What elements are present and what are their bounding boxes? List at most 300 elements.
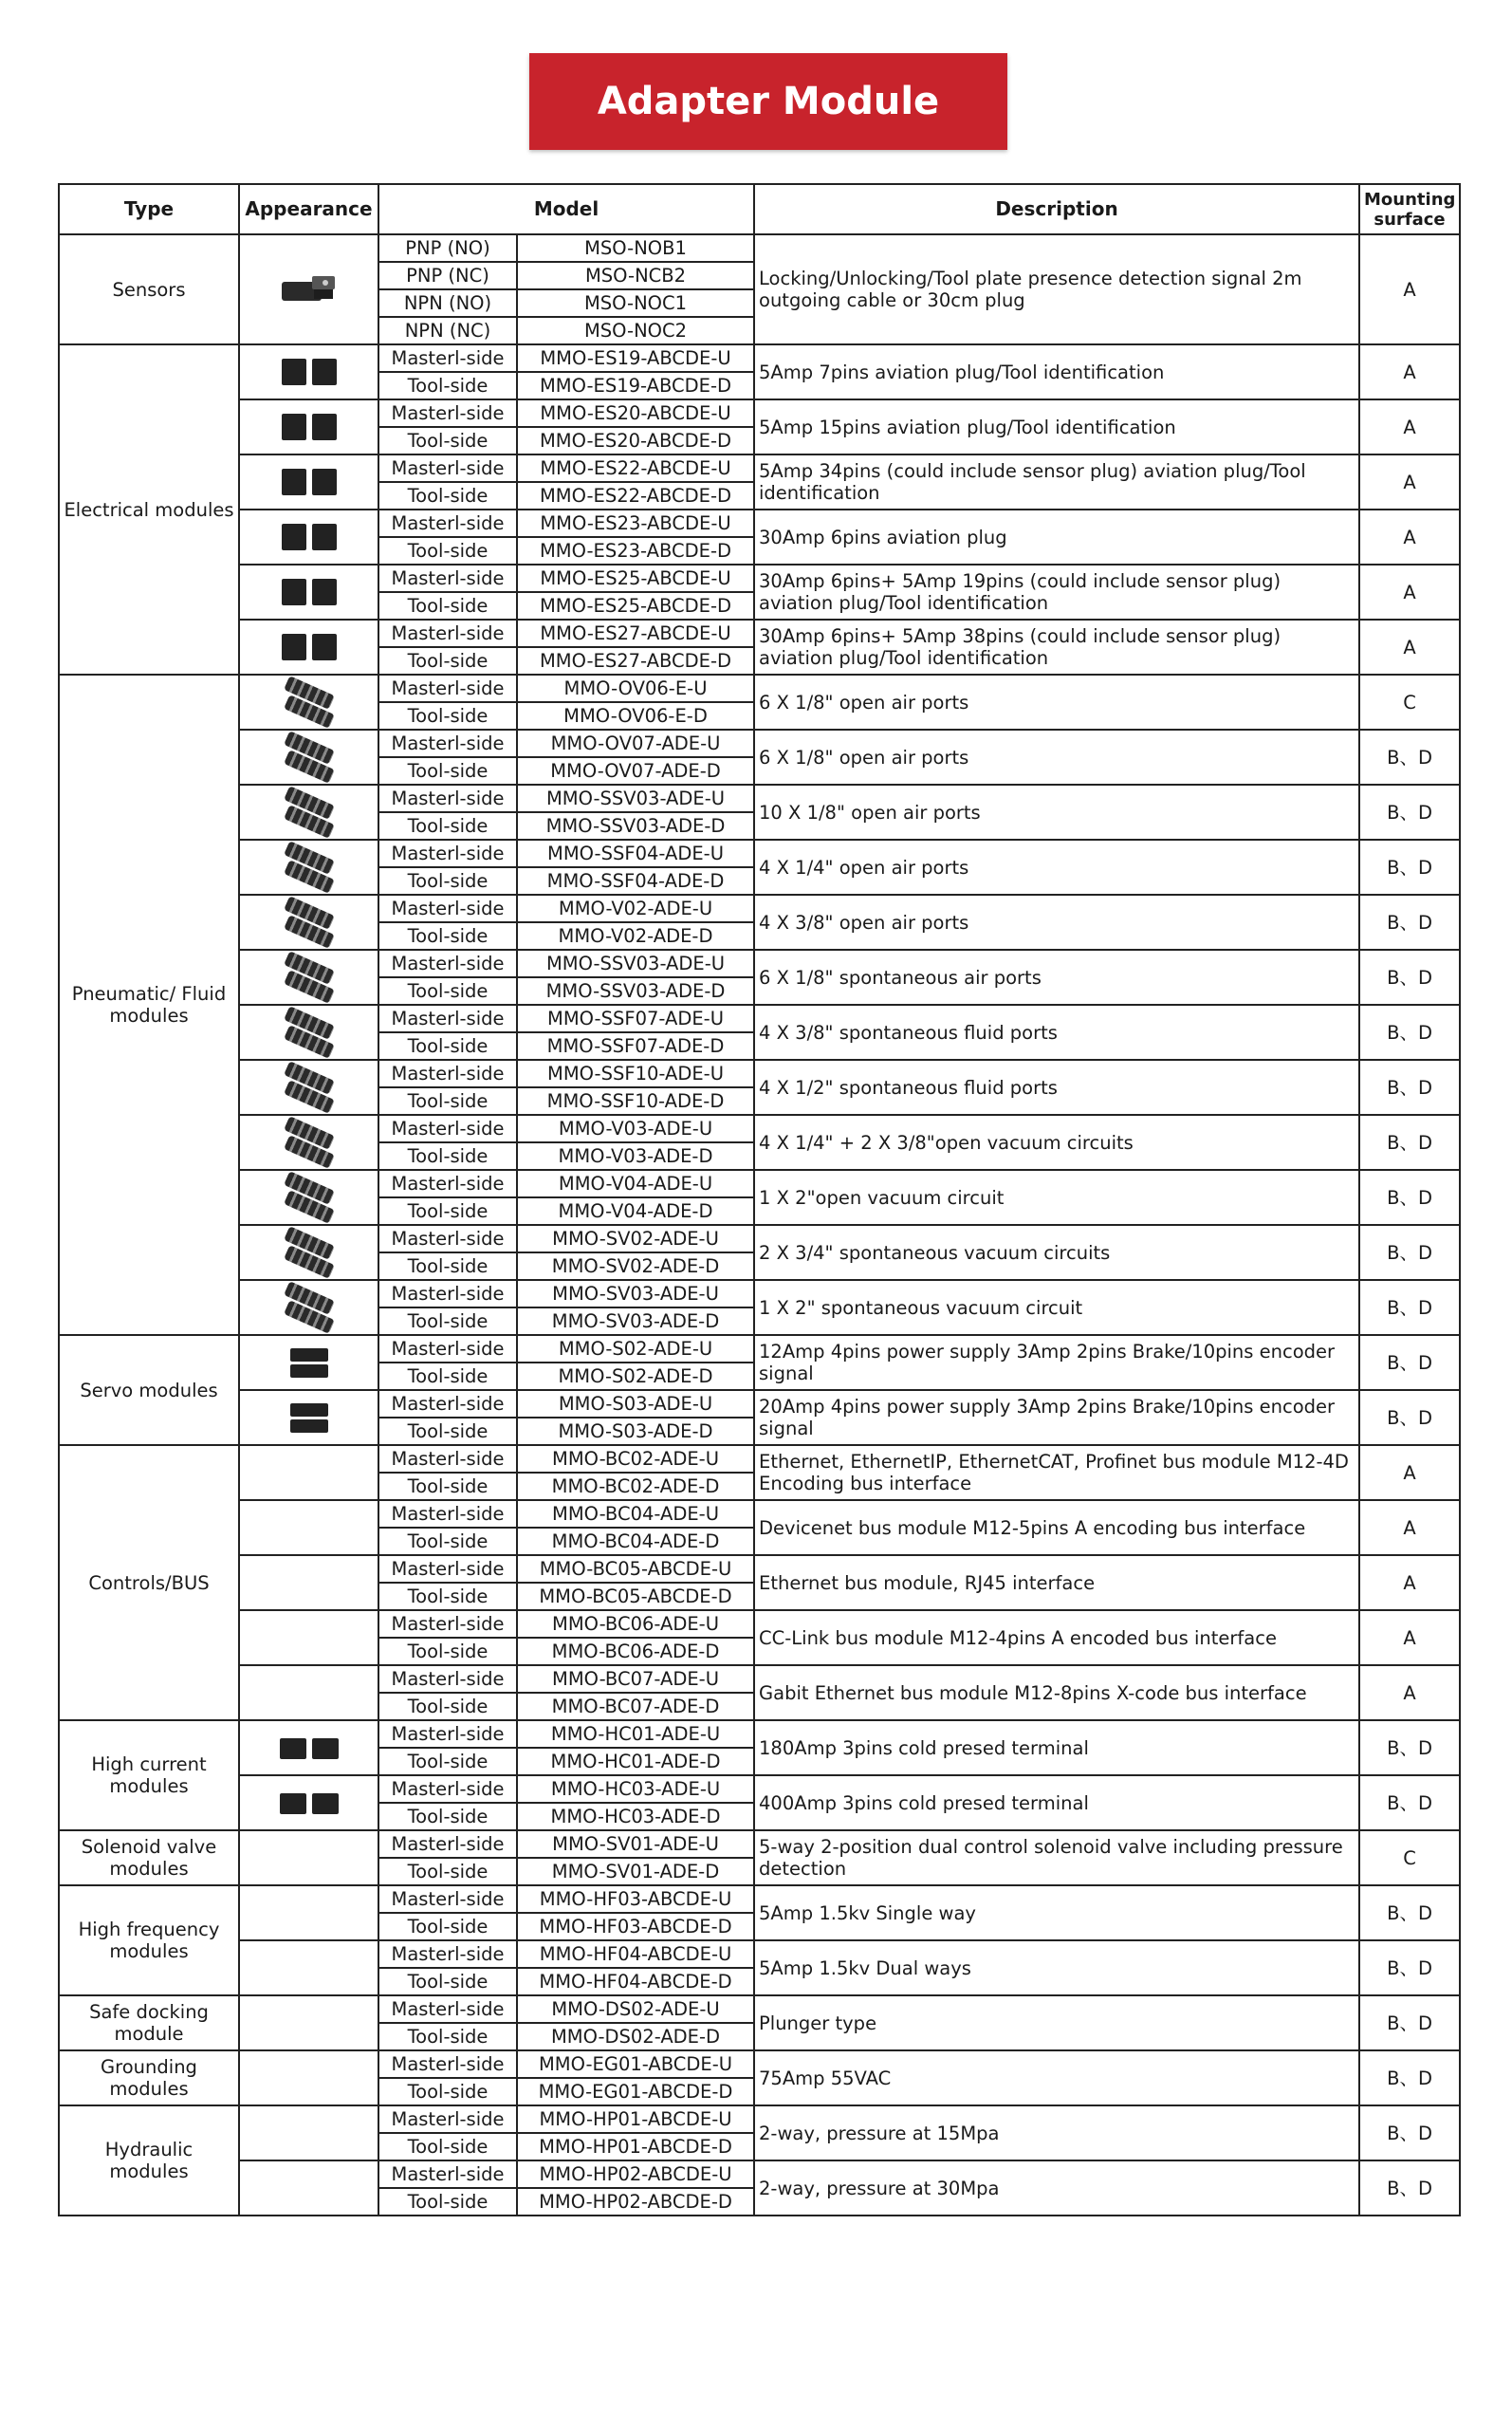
table-row xyxy=(59,399,1460,427)
side-cell: PNP (NC) xyxy=(378,262,517,289)
mounting-surface-cell: B、D xyxy=(1359,2160,1460,2216)
side-cell: Masterl-side xyxy=(378,1390,517,1418)
appearance-cell xyxy=(239,730,378,785)
side-cell: Tool-side xyxy=(378,702,517,730)
model-cell: MMO-HP01-ABCDE-D xyxy=(517,2133,754,2160)
mounting-surface-cell: A xyxy=(1359,565,1460,620)
appearance-cell xyxy=(239,1060,378,1115)
model-cell: MMO-S02-ADE-U xyxy=(517,1335,754,1363)
model-cell: MMO-BC05-ABCDE-D xyxy=(517,1583,754,1610)
model-cell: MMO-SSF10-ADE-D xyxy=(517,1087,754,1115)
module-type-cell: Safe docking module xyxy=(59,1995,239,2050)
mounting-surface-cell: A xyxy=(1359,1445,1460,1500)
mounting-surface-cell: A xyxy=(1359,344,1460,399)
description-cell: 30Amp 6pins+ 5Amp 38pins (could include sensor plug) aviation plug/Tool identification xyxy=(754,620,1359,675)
module-type-cell: Solenoid valve modules xyxy=(59,1830,239,1885)
description-cell: 6 X 1/8" spontaneous air ports xyxy=(754,950,1359,1005)
model-cell: MMO-ES25-ABCDE-U xyxy=(517,565,754,592)
model-cell: MMO-HF04-ABCDE-U xyxy=(517,1940,754,1968)
appearance-cell xyxy=(239,1445,378,1500)
model-cell: MMO-HC03-ADE-D xyxy=(517,1803,754,1830)
appearance-cell xyxy=(239,675,378,730)
description-cell: 2-way, pressure at 15Mpa xyxy=(754,2105,1359,2160)
side-cell: Tool-side xyxy=(378,482,517,510)
side-cell: Tool-side xyxy=(378,1913,517,1940)
appearance-cell xyxy=(239,234,378,344)
model-cell: MMO-BC04-ADE-U xyxy=(517,1500,754,1528)
table-row xyxy=(59,1940,1460,1968)
model-cell: MMO-ES25-ABCDE-D xyxy=(517,592,754,620)
table-row xyxy=(59,234,1460,262)
model-cell: MMO-HF03-ABCDE-U xyxy=(517,1885,754,1913)
appearance-cell xyxy=(239,840,378,895)
description-cell: Locking/Unlocking/Tool plate presence detection signal 2m outgoing cable or 30cm plug xyxy=(754,234,1359,344)
model-cell: MMO-V04-ADE-U xyxy=(517,1170,754,1197)
side-cell: Masterl-side xyxy=(378,1995,517,2023)
model-cell: MMO-ES20-ABCDE-U xyxy=(517,399,754,427)
electrical-module-icon xyxy=(282,581,337,603)
mounting-surface-cell: B、D xyxy=(1359,1775,1460,1830)
appearance-cell xyxy=(239,1665,378,1720)
side-cell: Tool-side xyxy=(378,372,517,399)
mounting-surface-cell: B、D xyxy=(1359,1995,1460,2050)
mounting-surface-cell: B、D xyxy=(1359,1005,1460,1060)
model-cell: MMO-SSF07-ADE-D xyxy=(517,1032,754,1060)
side-cell: Masterl-side xyxy=(378,1335,517,1363)
electrical-module-icon xyxy=(282,471,337,492)
model-cell: MMO-BC02-ADE-D xyxy=(517,1473,754,1500)
appearance-cell xyxy=(239,620,378,675)
side-cell: Tool-side xyxy=(378,2188,517,2216)
side-cell: Masterl-side xyxy=(378,1555,517,1583)
model-cell: MMO-ES19-ABCDE-D xyxy=(517,372,754,399)
side-cell: Tool-side xyxy=(378,1197,517,1225)
model-cell: MMO-BC06-ADE-D xyxy=(517,1638,754,1665)
model-cell: MMO-BC04-ADE-D xyxy=(517,1528,754,1555)
header-mounting-surface: Mounting surface xyxy=(1359,184,1460,234)
pneumatic-module-icon xyxy=(285,856,334,878)
pneumatic-module-icon xyxy=(285,911,334,933)
electrical-module-icon xyxy=(282,636,337,658)
model-cell: MMO-SV03-ADE-U xyxy=(517,1280,754,1307)
appearance-cell xyxy=(239,1335,378,1390)
description-cell: 2-way, pressure at 30Mpa xyxy=(754,2160,1359,2216)
side-cell: Masterl-side xyxy=(378,895,517,922)
appearance-cell xyxy=(239,2050,378,2105)
appearance-cell xyxy=(239,399,378,454)
electrical-module-icon xyxy=(282,361,337,382)
appearance-cell xyxy=(239,1555,378,1610)
side-cell: Tool-side xyxy=(378,2133,517,2160)
table-row xyxy=(59,895,1460,922)
description-cell: 6 X 1/8" open air ports xyxy=(754,730,1359,785)
header-model: Model xyxy=(378,184,754,234)
side-cell: Masterl-side xyxy=(378,1060,517,1087)
side-cell: Masterl-side xyxy=(378,1170,517,1197)
side-cell: Tool-side xyxy=(378,922,517,950)
model-cell: MMO-SV01-ADE-U xyxy=(517,1830,754,1858)
model-cell: MMO-HC01-ADE-D xyxy=(517,1748,754,1775)
table-row xyxy=(59,1115,1460,1142)
side-cell: Masterl-side xyxy=(378,399,517,427)
side-cell: PNP (NO) xyxy=(378,234,517,262)
table-row xyxy=(59,1060,1460,1087)
module-type-cell: Hydraulic modules xyxy=(59,2105,239,2216)
mounting-surface-cell: A xyxy=(1359,1665,1460,1720)
table-row xyxy=(59,620,1460,647)
model-cell: MMO-ES20-ABCDE-D xyxy=(517,427,754,454)
table-row xyxy=(59,1610,1460,1638)
mounting-surface-cell: B、D xyxy=(1359,1115,1460,1170)
description-cell: 5Amp 15pins aviation plug/Tool identification xyxy=(754,399,1359,454)
model-cell: MSO-NCB2 xyxy=(517,262,754,289)
side-cell: Masterl-side xyxy=(378,1445,517,1473)
side-cell: Masterl-side xyxy=(378,454,517,482)
model-cell: MMO-ES27-ABCDE-D xyxy=(517,647,754,675)
side-cell: Masterl-side xyxy=(378,2105,517,2133)
model-cell: MMO-BC05-ABCDE-U xyxy=(517,1555,754,1583)
mounting-surface-cell: C xyxy=(1359,675,1460,730)
mounting-surface-cell: A xyxy=(1359,1500,1460,1555)
electrical-module-icon xyxy=(282,526,337,547)
model-cell: MMO-SSF04-ADE-D xyxy=(517,867,754,895)
side-cell: Masterl-side xyxy=(378,1005,517,1032)
appearance-cell xyxy=(239,1720,378,1775)
model-cell: MMO-ES23-ABCDE-U xyxy=(517,510,754,537)
pneumatic-module-icon xyxy=(285,691,334,713)
appearance-cell xyxy=(239,344,378,399)
mounting-surface-cell: B、D xyxy=(1359,1060,1460,1115)
model-cell: MMO-SSV03-ADE-U xyxy=(517,785,754,812)
model-cell: MMO-ES23-ABCDE-D xyxy=(517,537,754,565)
description-cell: 4 X 1/4" open air ports xyxy=(754,840,1359,895)
side-cell: Masterl-side xyxy=(378,2050,517,2078)
model-cell: MMO-HP02-ABCDE-D xyxy=(517,2188,754,2216)
table-row xyxy=(59,675,1460,702)
module-type-cell: High frequency modules xyxy=(59,1885,239,1995)
description-cell: 5-way 2-position dual control solenoid valve including pressure detection xyxy=(754,1830,1359,1885)
model-cell: MMO-HP01-ABCDE-U xyxy=(517,2105,754,2133)
table-row xyxy=(59,510,1460,537)
mounting-surface-cell: B、D xyxy=(1359,1720,1460,1775)
pneumatic-module-icon xyxy=(285,966,334,988)
description-cell: 5Amp 1.5kv Single way xyxy=(754,1885,1359,1940)
mounting-surface-cell: B、D xyxy=(1359,1885,1460,1940)
description-cell: 30Amp 6pins aviation plug xyxy=(754,510,1359,565)
pneumatic-module-icon xyxy=(285,1131,334,1153)
mounting-surface-cell: B、D xyxy=(1359,950,1460,1005)
mounting-surface-cell: A xyxy=(1359,1610,1460,1665)
description-cell: Ethernet bus module, RJ45 interface xyxy=(754,1555,1359,1610)
side-cell: NPN (NC) xyxy=(378,317,517,344)
mounting-surface-cell: B、D xyxy=(1359,1940,1460,1995)
model-cell: MMO-BC06-ADE-U xyxy=(517,1610,754,1638)
appearance-cell xyxy=(239,1995,378,2050)
table-row xyxy=(59,1555,1460,1583)
appearance-cell xyxy=(239,895,378,950)
mounting-surface-cell: C xyxy=(1359,1830,1460,1885)
pneumatic-module-icon xyxy=(285,1241,334,1263)
appearance-cell xyxy=(239,2160,378,2216)
module-type-cell: Servo modules xyxy=(59,1335,239,1445)
table-row xyxy=(59,785,1460,812)
side-cell: Tool-side xyxy=(378,427,517,454)
side-cell: Masterl-side xyxy=(378,2160,517,2188)
appearance-cell xyxy=(239,1885,378,1940)
side-cell: Masterl-side xyxy=(378,1665,517,1693)
model-cell: MMO-SV02-ADE-U xyxy=(517,1225,754,1252)
model-cell: MMO-DS02-ADE-D xyxy=(517,2023,754,2050)
table-row xyxy=(59,1335,1460,1363)
table-row xyxy=(59,1995,1460,2023)
high-current-module-icon xyxy=(280,1791,339,1813)
description-cell: Devicenet bus module M12-5pins A encoding bus interface xyxy=(754,1500,1359,1555)
table-row xyxy=(59,2050,1460,2078)
mounting-surface-cell: B、D xyxy=(1359,1225,1460,1280)
appearance-cell xyxy=(239,454,378,510)
model-cell: MMO-V03-ADE-D xyxy=(517,1142,754,1170)
side-cell: Tool-side xyxy=(378,812,517,840)
model-cell: MMO-SV03-ADE-D xyxy=(517,1307,754,1335)
table-row xyxy=(59,1390,1460,1418)
description-cell: CC-Link bus module M12-4pins A encoded bus interface xyxy=(754,1610,1359,1665)
model-cell: MMO-BC07-ADE-U xyxy=(517,1665,754,1693)
side-cell: Masterl-side xyxy=(378,1610,517,1638)
side-cell: NPN (NO) xyxy=(378,289,517,317)
side-cell: Masterl-side xyxy=(378,675,517,702)
model-cell: MMO-HP02-ABCDE-U xyxy=(517,2160,754,2188)
description-cell: Ethernet, EthernetIP, EthernetCAT, Profinet bus module M12-4D Encoding bus interface xyxy=(754,1445,1359,1500)
module-type-cell: Controls/BUS xyxy=(59,1445,239,1720)
description-cell: 5Amp 1.5kv Dual ways xyxy=(754,1940,1359,1995)
model-cell: MMO-HF03-ABCDE-D xyxy=(517,1913,754,1940)
appearance-cell xyxy=(239,785,378,840)
mounting-surface-cell: B、D xyxy=(1359,1170,1460,1225)
model-cell: MMO-ES27-ABCDE-U xyxy=(517,620,754,647)
mounting-surface-cell: B、D xyxy=(1359,2050,1460,2105)
side-cell: Masterl-side xyxy=(378,730,517,757)
side-cell: Tool-side xyxy=(378,1748,517,1775)
side-cell: Tool-side xyxy=(378,1528,517,1555)
side-cell: Masterl-side xyxy=(378,1500,517,1528)
pneumatic-module-icon xyxy=(285,746,334,768)
appearance-cell xyxy=(239,1280,378,1335)
description-cell: 400Amp 3pins cold presed terminal xyxy=(754,1775,1359,1830)
sensor-icon xyxy=(276,278,342,300)
side-cell: Masterl-side xyxy=(378,510,517,537)
model-cell: MMO-OV07-ADE-D xyxy=(517,757,754,785)
side-cell: Tool-side xyxy=(378,537,517,565)
side-cell: Tool-side xyxy=(378,1142,517,1170)
appearance-cell xyxy=(239,1775,378,1830)
model-cell: MMO-ES19-ABCDE-U xyxy=(517,344,754,372)
mounting-surface-cell: B、D xyxy=(1359,785,1460,840)
description-cell: Plunger type xyxy=(754,1995,1359,2050)
model-cell: MMO-DS02-ADE-U xyxy=(517,1995,754,2023)
table-row xyxy=(59,950,1460,977)
pneumatic-module-icon xyxy=(285,1296,334,1318)
model-cell: MMO-SSF10-ADE-U xyxy=(517,1060,754,1087)
description-cell: 4 X 3/8" spontaneous fluid ports xyxy=(754,1005,1359,1060)
mounting-surface-cell: B、D xyxy=(1359,2105,1460,2160)
description-cell: 180Amp 3pins cold presed terminal xyxy=(754,1720,1359,1775)
appearance-cell xyxy=(239,1005,378,1060)
mounting-surface-cell: B、D xyxy=(1359,1390,1460,1445)
table-row xyxy=(59,1500,1460,1528)
description-cell: 4 X 1/2" spontaneous fluid ports xyxy=(754,1060,1359,1115)
side-cell: Tool-side xyxy=(378,1252,517,1280)
model-cell: MMO-V02-ADE-D xyxy=(517,922,754,950)
model-cell: MMO-SSF04-ADE-U xyxy=(517,840,754,867)
side-cell: Masterl-side xyxy=(378,950,517,977)
page-title: Adapter Module xyxy=(529,53,1007,150)
appearance-cell xyxy=(239,1940,378,1995)
description-cell: 1 X 2"open vacuum circuit xyxy=(754,1170,1359,1225)
model-cell: MSO-NOB1 xyxy=(517,234,754,262)
side-cell: Tool-side xyxy=(378,1858,517,1885)
side-cell: Tool-side xyxy=(378,1307,517,1335)
side-cell: Tool-side xyxy=(378,1363,517,1390)
servo-module-icon xyxy=(290,1351,328,1373)
description-cell: 12Amp 4pins power supply 3Amp 2pins Brake/10pins encoder signal xyxy=(754,1335,1359,1390)
table-header-row xyxy=(59,184,1460,234)
model-cell: MMO-S03-ADE-D xyxy=(517,1418,754,1445)
adapter-module-table xyxy=(58,183,1461,2216)
model-cell: MMO-S03-ADE-U xyxy=(517,1390,754,1418)
module-type-cell: Sensors xyxy=(59,234,239,344)
side-cell: Masterl-side xyxy=(378,840,517,867)
side-cell: Masterl-side xyxy=(378,1115,517,1142)
model-cell: MMO-SSV03-ADE-D xyxy=(517,977,754,1005)
model-cell: MMO-ES22-ABCDE-D xyxy=(517,482,754,510)
model-cell: MMO-S02-ADE-D xyxy=(517,1363,754,1390)
side-cell: Masterl-side xyxy=(378,1885,517,1913)
side-cell: Masterl-side xyxy=(378,344,517,372)
side-cell: Tool-side xyxy=(378,1032,517,1060)
appearance-cell xyxy=(239,950,378,1005)
table-row xyxy=(59,1720,1460,1748)
model-cell: MMO-V04-ADE-D xyxy=(517,1197,754,1225)
mounting-surface-cell: A xyxy=(1359,1555,1460,1610)
side-cell: Tool-side xyxy=(378,757,517,785)
side-cell: Masterl-side xyxy=(378,565,517,592)
description-cell: 5Amp 34pins (could include sensor plug) aviation plug/Tool identification xyxy=(754,454,1359,510)
side-cell: Tool-side xyxy=(378,1968,517,1995)
module-type-cell: Grounding modules xyxy=(59,2050,239,2105)
side-cell: Tool-side xyxy=(378,1418,517,1445)
table-row xyxy=(59,1830,1460,1858)
model-cell: MMO-SV02-ADE-D xyxy=(517,1252,754,1280)
model-cell: MMO-OV06-E-D xyxy=(517,702,754,730)
module-type-cell: Electrical modules xyxy=(59,344,239,675)
side-cell: Tool-side xyxy=(378,1803,517,1830)
appearance-cell xyxy=(239,510,378,565)
mounting-surface-cell: B、D xyxy=(1359,840,1460,895)
side-cell: Tool-side xyxy=(378,867,517,895)
model-cell: MMO-BC02-ADE-U xyxy=(517,1445,754,1473)
description-cell: 1 X 2" spontaneous vacuum circuit xyxy=(754,1280,1359,1335)
appearance-cell xyxy=(239,2105,378,2160)
side-cell: Masterl-side xyxy=(378,1225,517,1252)
appearance-cell xyxy=(239,1500,378,1555)
table-row xyxy=(59,1885,1460,1913)
description-cell: 4 X 1/4" + 2 X 3/8"open vacuum circuits xyxy=(754,1115,1359,1170)
model-cell: MMO-HF04-ABCDE-D xyxy=(517,1968,754,1995)
high-current-module-icon xyxy=(280,1736,339,1758)
description-cell: 30Amp 6pins+ 5Amp 19pins (could include sensor plug) aviation plug/Tool identification xyxy=(754,565,1359,620)
side-cell: Tool-side xyxy=(378,2023,517,2050)
table-row xyxy=(59,454,1460,482)
description-cell: 75Amp 55VAC xyxy=(754,2050,1359,2105)
side-cell: Tool-side xyxy=(378,647,517,675)
side-cell: Tool-side xyxy=(378,1583,517,1610)
pneumatic-module-icon xyxy=(285,1021,334,1043)
table-row xyxy=(59,565,1460,592)
side-cell: Masterl-side xyxy=(378,1280,517,1307)
table-row xyxy=(59,1225,1460,1252)
mounting-surface-cell: B、D xyxy=(1359,895,1460,950)
description-cell: 20Amp 4pins power supply 3Amp 2pins Brake/10pins encoder signal xyxy=(754,1390,1359,1445)
model-cell: MMO-BC07-ADE-D xyxy=(517,1693,754,1720)
table-row xyxy=(59,2105,1460,2133)
model-cell: MMO-EG01-ABCDE-D xyxy=(517,2078,754,2105)
side-cell: Masterl-side xyxy=(378,620,517,647)
model-cell: MSO-NOC2 xyxy=(517,317,754,344)
appearance-cell xyxy=(239,1610,378,1665)
model-cell: MMO-SSV03-ADE-U xyxy=(517,950,754,977)
description-cell: 2 X 3/4" spontaneous vacuum circuits xyxy=(754,1225,1359,1280)
description-cell: 10 X 1/8" open air ports xyxy=(754,785,1359,840)
table-row xyxy=(59,344,1460,372)
pneumatic-module-icon xyxy=(285,1076,334,1098)
table-row xyxy=(59,1445,1460,1473)
electrical-module-icon xyxy=(282,416,337,437)
mounting-surface-cell: A xyxy=(1359,234,1460,344)
model-cell: MMO-ES22-ABCDE-U xyxy=(517,454,754,482)
side-cell: Tool-side xyxy=(378,977,517,1005)
model-cell: MMO-OV06-E-U xyxy=(517,675,754,702)
model-cell: MMO-OV07-ADE-U xyxy=(517,730,754,757)
model-cell: MMO-V02-ADE-U xyxy=(517,895,754,922)
side-cell: Tool-side xyxy=(378,2078,517,2105)
pneumatic-module-icon xyxy=(285,801,334,823)
mounting-surface-cell: A xyxy=(1359,454,1460,510)
appearance-cell xyxy=(239,1830,378,1885)
description-cell: 6 X 1/8" open air ports xyxy=(754,675,1359,730)
side-cell: Masterl-side xyxy=(378,1720,517,1748)
model-cell: MMO-EG01-ABCDE-U xyxy=(517,2050,754,2078)
appearance-cell xyxy=(239,1225,378,1280)
side-cell: Tool-side xyxy=(378,592,517,620)
side-cell: Tool-side xyxy=(378,1473,517,1500)
model-cell: MSO-NOC1 xyxy=(517,289,754,317)
description-cell: 5Amp 7pins aviation plug/Tool identification xyxy=(754,344,1359,399)
model-cell: MMO-V03-ADE-U xyxy=(517,1115,754,1142)
model-cell: MMO-SV01-ADE-D xyxy=(517,1858,754,1885)
appearance-cell xyxy=(239,1390,378,1445)
side-cell: Masterl-side xyxy=(378,1830,517,1858)
table-row xyxy=(59,1005,1460,1032)
servo-module-icon xyxy=(290,1406,328,1428)
appearance-cell xyxy=(239,565,378,620)
appearance-cell xyxy=(239,1115,378,1170)
header-description: Description xyxy=(754,184,1359,234)
side-cell: Tool-side xyxy=(378,1638,517,1665)
table-row xyxy=(59,1775,1460,1803)
mounting-surface-cell: B、D xyxy=(1359,1335,1460,1390)
module-type-cell: High current modules xyxy=(59,1720,239,1830)
model-cell: MMO-HC01-ADE-U xyxy=(517,1720,754,1748)
